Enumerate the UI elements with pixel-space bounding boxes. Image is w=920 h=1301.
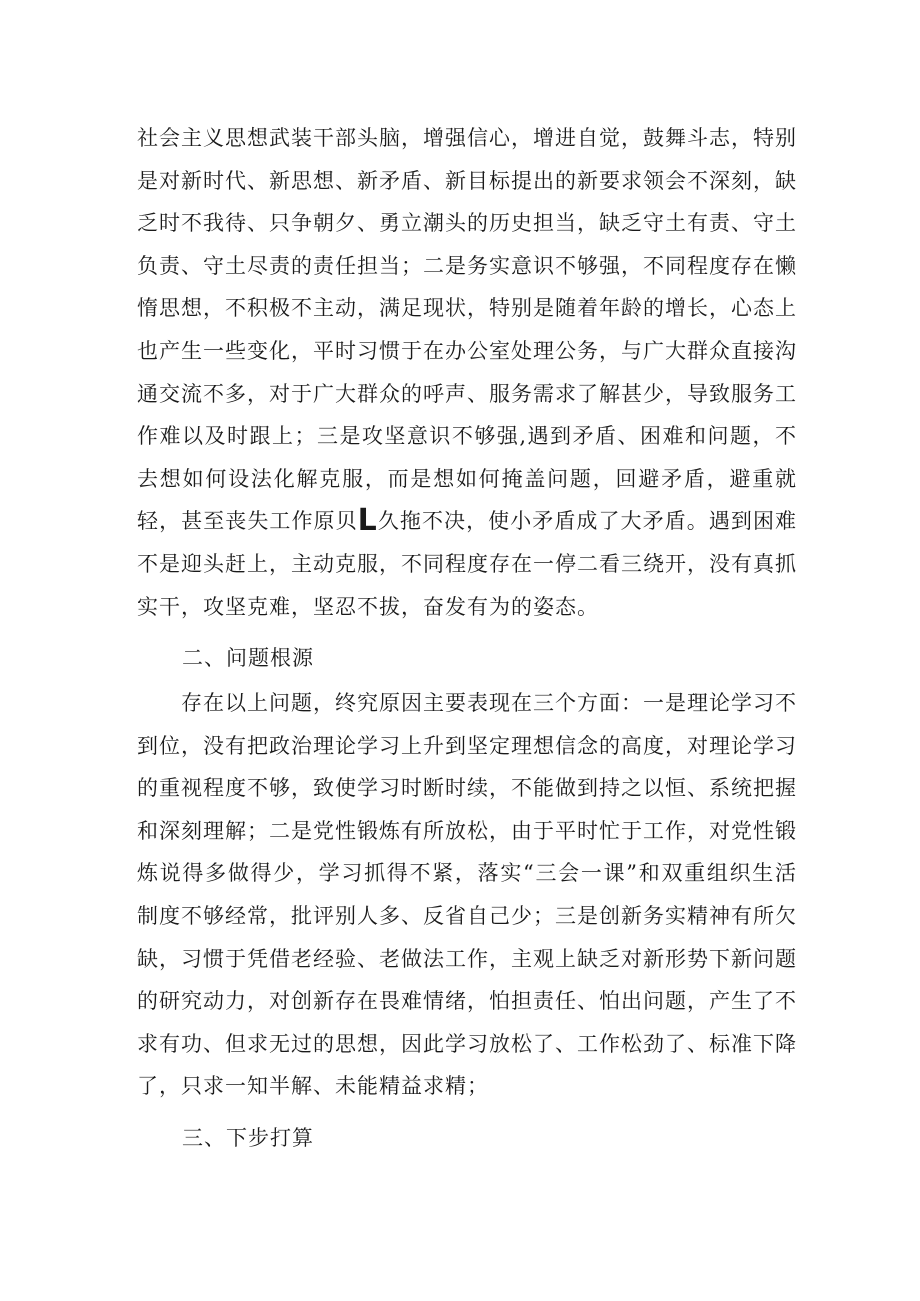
section-heading-problem-roots: 二、问题根源 bbox=[182, 646, 314, 670]
body-paragraph-2: 存在以上问题，终究原因主要表现在三个方面：一是理论学习不到位，没有把政治理论学习上升到坚定理想信念的高度，对理论学习的重视程度不够，致使学习时断时续，不能做到持之以恒、系统把握和深刻理解；二是党性锻炼有所放松，由于平时忙于工作，对党性锻炼说得多做得少，学习抓得不紧，落实“三会一课”和双重组织生活制度不够经常，批评别人多、反省自己少；三是创新务实精神有所欠缺，习惯于凭借老经验、老做法工作，主观上缺乏对新形势下新问题的研究动力，对创新存在畏难情绪，怕担责任、怕出问题，产生了不求有功、但求无过的思想，因此学习放松了、工作松劲了、标准下降了，只求一知半解、未能精益求精； bbox=[137, 691, 797, 1099]
paragraph-1-text-end: 久拖不决，使小矛盾成了大矛盾。遇到困难不是迎头赶上，主动克服，不同程度存在一停二看三绕开，没有真抓实干，攻坚克难，坚忍不拔，奋发有为的姿态。 bbox=[137, 509, 798, 619]
paragraph-1-text-start: 社会主义思想武装干部头脑，增强信心，增进自觉，鼓舞斗志，特别是对新时代、新思想、新矛盾、新目标提出的新要求领会不深刻，缺乏时不我待、只争朝夕、勇立潮头的历史担当，缺乏守土有责、守土负责、守土尽责的责任担当；二是务实意识不够强，不同程度存在懒惰思想，不积极不主动，满足现状，特别是随着年龄的增长，心态上也产生一些变化，平时习惯于在办公室处理公务，与广大群众直接沟通交流不多，对于广大群众的呼声、服务需求了解甚少，导致服务工作难以及时跟上；三是攻坚意识不够强,遇到矛盾、困难和问题，不去想如何设法化解克服，而是想如何掩盖问题，回避矛盾，避重就轻，甚至丧失工作原贝 bbox=[137, 126, 797, 534]
section-heading-next-steps: 三、下步打算 bbox=[182, 1126, 314, 1150]
body-paragraph-1 bbox=[137, 117, 797, 628]
stray-glyph: L bbox=[357, 503, 378, 539]
